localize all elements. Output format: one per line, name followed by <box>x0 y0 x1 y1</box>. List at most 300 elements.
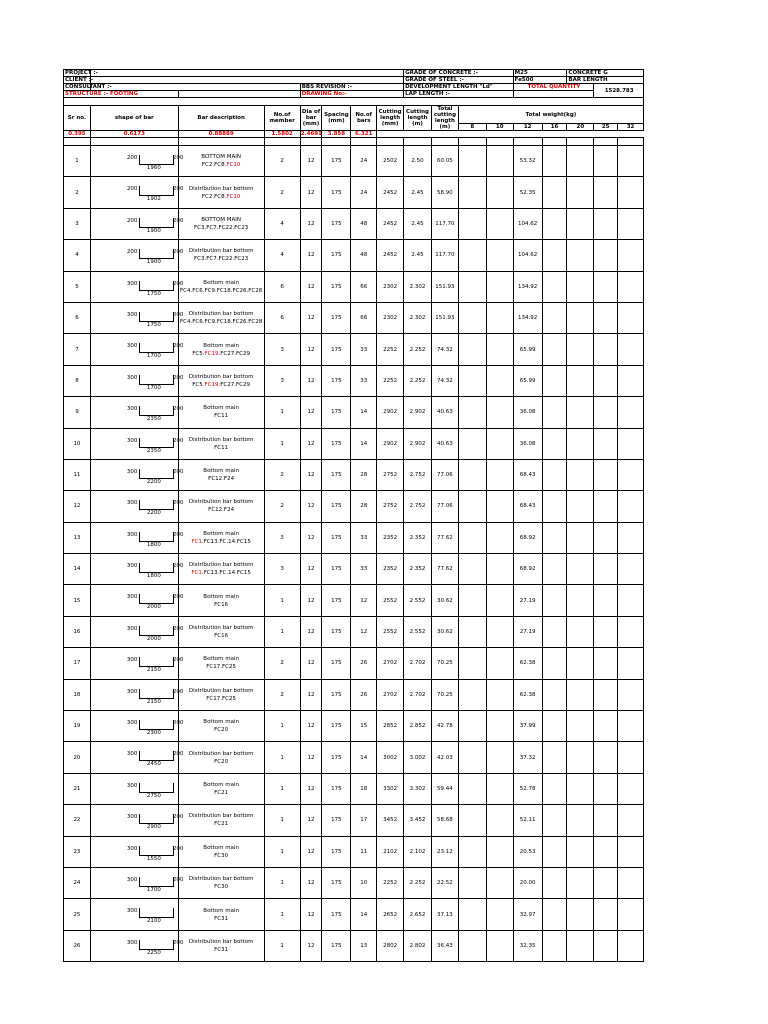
weight-10 <box>486 240 513 271</box>
weight-20 <box>567 271 594 302</box>
shape-left-bar <box>139 406 140 415</box>
bbs-sheet <box>63 69 644 962</box>
weight-32 <box>618 240 644 271</box>
total-cutting-length: 40.63 <box>431 428 458 459</box>
weight-20 <box>567 302 594 333</box>
weight-10 <box>486 805 513 836</box>
bar-description <box>178 742 264 773</box>
total-cutting-length: 58.90 <box>431 177 458 208</box>
weight-12: 68.43 <box>513 459 542 490</box>
shape-left-leg: 300 <box>126 311 138 318</box>
cutting-length-m: 2.352 <box>404 522 432 553</box>
weight-8 <box>458 711 486 742</box>
weight-25 <box>594 648 618 679</box>
shape-left-leg: 200 <box>126 217 138 224</box>
cutting-length-m: 2.302 <box>404 302 432 333</box>
weight-8 <box>458 773 486 804</box>
no-of-bars: 12 <box>351 616 377 647</box>
spacing: 175 <box>322 397 351 428</box>
cutting-length-m: 2.352 <box>404 554 432 585</box>
shape-left-bar <box>139 343 140 352</box>
no-of-bars: 18 <box>351 773 377 804</box>
shape-right-leg: 200 <box>172 814 184 821</box>
no-of-member: 1 <box>264 867 300 898</box>
dia: 12 <box>300 711 322 742</box>
shape-length: 1700 <box>146 353 161 360</box>
shape-length: 2200 <box>146 478 161 485</box>
shape-right-leg: 200 <box>172 720 184 727</box>
shape-left-leg: 300 <box>126 280 138 287</box>
sr-no: 17 <box>64 648 91 679</box>
weight-20 <box>567 867 594 898</box>
spacing: 175 <box>322 648 351 679</box>
footing-ref-highlight: FC19 <box>204 350 219 357</box>
total-cutting-length: 60.05 <box>431 146 458 177</box>
table-row <box>64 365 644 396</box>
weight-16 <box>542 554 567 585</box>
shape-left-bar <box>139 532 140 541</box>
shape-left-bar <box>139 500 140 509</box>
spacing: 175 <box>322 146 351 177</box>
cutting-length-mm: 2652 <box>377 899 404 930</box>
weight-8 <box>458 302 486 333</box>
weight-dia-10: 10 <box>486 124 513 131</box>
shape-left-leg: 200 <box>126 186 138 193</box>
shape-right-leg: 200 <box>172 437 184 444</box>
table-row <box>64 491 644 522</box>
total-cutting-length: 23.12 <box>431 836 458 867</box>
client-value <box>90 77 403 84</box>
sr-no: 14 <box>64 554 91 585</box>
total-cutting-length: 40.63 <box>431 397 458 428</box>
weight-8 <box>458 899 486 930</box>
shape-length: 1900 <box>146 227 161 234</box>
weight-8 <box>458 365 486 396</box>
shape-left-bar <box>139 877 140 886</box>
total-cutting-length: 70.25 <box>431 679 458 710</box>
weight-32 <box>618 805 644 836</box>
cutting-length-m: 2.552 <box>404 585 432 616</box>
footing-ref: .FC27.FC29 <box>218 350 251 357</box>
weight-12: 134.92 <box>513 271 542 302</box>
shape-left-bar <box>139 186 140 195</box>
weight-16 <box>542 208 567 239</box>
sr-no: 5 <box>64 271 91 302</box>
spacing: 175 <box>322 459 351 490</box>
shape-right-leg: 200 <box>172 343 184 350</box>
weight-8 <box>458 648 486 679</box>
no-of-bars: 11 <box>351 836 377 867</box>
bar-shape <box>90 334 184 365</box>
weight-12: 27.19 <box>513 585 542 616</box>
sr-no: 1 <box>64 146 91 177</box>
footing-ref: FC30 <box>214 852 229 859</box>
description-line-1: Bottom main <box>203 468 239 475</box>
dia: 12 <box>300 208 322 239</box>
shape-left-bar <box>139 720 140 729</box>
weight-32 <box>618 585 644 616</box>
total-cutting-length: 151.93 <box>431 302 458 333</box>
weight-10 <box>486 585 513 616</box>
weight-25 <box>594 522 618 553</box>
weight-20 <box>567 208 594 239</box>
shape-length: 2100 <box>146 918 161 925</box>
shape-right-leg: 200 <box>172 657 184 664</box>
no-of-member: 2 <box>264 491 300 522</box>
description-line-1: Bottom main <box>203 782 239 788</box>
development-length-label: DEVELOPMENT LENGTH "Ld" <box>404 84 514 91</box>
shape-left-bar <box>139 218 140 227</box>
spacing: 175 <box>322 491 351 522</box>
shape-length: 2150 <box>146 698 161 705</box>
spacing: 175 <box>322 554 351 585</box>
shape-length: 2000 <box>146 604 161 611</box>
cutting-length-m: 2.752 <box>404 491 432 522</box>
footing-ref: FC16 <box>214 633 229 640</box>
weight-20 <box>567 146 594 177</box>
bar-bending-schedule-table <box>63 69 644 962</box>
dia: 12 <box>300 334 322 365</box>
shape-right-leg: 200 <box>172 406 184 413</box>
weight-8 <box>458 522 486 553</box>
no-of-member: 2 <box>264 648 300 679</box>
shape-left-leg: 300 <box>126 468 138 475</box>
spacing: 175 <box>322 208 351 239</box>
weight-20 <box>567 585 594 616</box>
total-cutting-length: 30.62 <box>431 585 458 616</box>
no-of-bars: 14 <box>351 899 377 930</box>
weight-20 <box>567 616 594 647</box>
dia: 12 <box>300 867 322 898</box>
weight-20 <box>567 805 594 836</box>
dia: 12 <box>300 648 322 679</box>
shape-length: 1900 <box>146 259 161 266</box>
weight-12: 65.99 <box>513 365 542 396</box>
weight-10 <box>486 742 513 773</box>
weight-25 <box>594 146 618 177</box>
shape-left-leg: 300 <box>126 814 138 821</box>
weight-8 <box>458 742 486 773</box>
bar-description <box>178 773 264 804</box>
weight-16 <box>542 867 567 898</box>
table-row <box>64 208 644 239</box>
shape-left-leg: 300 <box>126 531 138 538</box>
shape-left-bar <box>139 657 140 666</box>
bar-description <box>178 428 264 459</box>
bar-shape <box>90 773 178 804</box>
shape-length: 2250 <box>146 949 161 956</box>
table-row <box>64 711 644 742</box>
spacing: 175 <box>322 711 351 742</box>
shape-left-leg: 300 <box>126 939 138 946</box>
weight-20 <box>567 679 594 710</box>
table-row <box>64 930 644 961</box>
no-of-member: 1 <box>264 585 300 616</box>
bar-description <box>178 302 264 333</box>
shape-left-leg: 300 <box>126 437 138 444</box>
footing-ref: .FC13.FC.14.FC15 <box>201 538 251 545</box>
dia: 12 <box>300 836 322 867</box>
weight-16 <box>542 240 567 271</box>
shape-left-leg: 300 <box>126 500 138 507</box>
description-line-1: Bottom main <box>203 279 239 286</box>
cutting-length-mm: 2352 <box>377 554 404 585</box>
bar-shape <box>90 271 184 302</box>
weight-20 <box>567 522 594 553</box>
weight-12: 52.11 <box>513 805 542 836</box>
shape-left-leg: 300 <box>126 374 138 381</box>
total-cutting-length: 117.70 <box>431 208 458 239</box>
bar-description <box>178 805 264 836</box>
shape-length: 1800 <box>146 541 161 548</box>
cutting-length-mm: 2252 <box>377 867 404 898</box>
spacing: 175 <box>322 522 351 553</box>
shape-length: 2000 <box>146 635 161 642</box>
weight-8 <box>458 146 486 177</box>
description-line-1: Distribution bar bottom <box>188 311 254 318</box>
sr-no: 19 <box>64 711 91 742</box>
spacing: 175 <box>322 679 351 710</box>
cutting-length-mm: 2252 <box>377 365 404 396</box>
grade-steel-label: GRADE OF STEEL :- <box>404 77 514 84</box>
cutting-length-mm: 3452 <box>377 805 404 836</box>
weight-25 <box>594 899 618 930</box>
weight-8 <box>458 554 486 585</box>
no-of-bars: 13 <box>351 930 377 961</box>
total-cutting-length: 22.52 <box>431 867 458 898</box>
weight-10 <box>486 365 513 396</box>
description-line-1: Distribution bar bottom <box>188 185 254 192</box>
shape-left-leg: 300 <box>126 845 138 852</box>
bar-shape <box>90 554 184 585</box>
col-dia: Dia of bar (mm) <box>300 106 322 131</box>
cutting-length-m: 3.302 <box>404 773 432 804</box>
bar-description <box>178 240 264 271</box>
weight-8 <box>458 271 486 302</box>
description-line-1: Bottom main <box>203 719 239 726</box>
cutting-length-m: 2.45 <box>404 208 432 239</box>
weight-10 <box>486 208 513 239</box>
spacing: 175 <box>322 271 351 302</box>
footing-ref: FC12.F24 <box>208 476 235 483</box>
dia: 12 <box>300 491 322 522</box>
weight-factor-16: 1.5802 <box>264 131 300 138</box>
description-line-1: Bottom main <box>203 844 239 851</box>
sr-no: 24 <box>64 867 91 898</box>
cutting-length-m: 2.852 <box>404 711 432 742</box>
bar-description <box>178 397 264 428</box>
footing-ref: FC3.FC7.FC22.FC23 <box>194 224 249 231</box>
weight-25 <box>594 428 618 459</box>
sr-no: 25 <box>64 899 91 930</box>
weight-10 <box>486 491 513 522</box>
table-row <box>64 302 644 333</box>
weight-12: 62.38 <box>513 648 542 679</box>
description-line-1: Distribution bar bottom <box>188 876 254 883</box>
col-cutting-length-m: Cutting length (m) <box>404 106 432 131</box>
weight-32 <box>618 711 644 742</box>
cutting-length-mm: 2752 <box>377 491 404 522</box>
weight-8 <box>458 177 486 208</box>
no-of-bars: 14 <box>351 397 377 428</box>
weight-20 <box>567 428 594 459</box>
description-line-1: BOTTOM MAIN <box>201 216 241 223</box>
total-cutting-length: 42.03 <box>431 742 458 773</box>
weight-factor-20: 2.4691 <box>300 131 322 137</box>
shape-length: 1750 <box>146 290 161 297</box>
bar-shape <box>90 679 184 710</box>
description-line-1: Distribution bar bottom <box>188 750 254 757</box>
weight-25 <box>594 491 618 522</box>
cutting-length-mm: 2452 <box>377 208 404 239</box>
no-of-bars: 24 <box>351 146 377 177</box>
total-cutting-length: 58.68 <box>431 805 458 836</box>
spacing: 175 <box>322 334 351 365</box>
shape-right-leg: 200 <box>172 311 184 318</box>
weight-8 <box>458 397 486 428</box>
weight-32 <box>618 554 644 585</box>
weight-8 <box>458 585 486 616</box>
weight-20 <box>567 491 594 522</box>
shape-length: 1750 <box>146 321 161 328</box>
col-sr-no: Sr no. <box>64 106 91 131</box>
no-of-member: 1 <box>264 742 300 773</box>
weight-32 <box>618 302 644 333</box>
description-line-1: Distribution bar bottom <box>188 687 254 694</box>
shape-length: 1700 <box>146 384 161 391</box>
no-of-member: 6 <box>264 271 300 302</box>
concrete-g-label: CONCRETE G <box>567 70 644 77</box>
weight-32 <box>618 365 644 396</box>
weight-8 <box>458 867 486 898</box>
weight-32 <box>618 334 644 365</box>
shape-right-leg: 200 <box>172 751 184 758</box>
consultant-label: CONSULTANT :- <box>65 84 112 90</box>
footing-ref: FC17.FC25 <box>206 664 237 671</box>
shape-right-leg: 200 <box>172 155 184 161</box>
sr-no: 22 <box>64 805 91 836</box>
shape-left-bar <box>139 751 140 760</box>
spacing: 175 <box>322 899 351 930</box>
weight-12: 37.99 <box>513 711 542 742</box>
spacing: 175 <box>322 302 351 333</box>
cutting-length-m: 2.702 <box>404 648 432 679</box>
weight-12: 104.62 <box>513 240 542 271</box>
weight-32 <box>618 773 644 804</box>
weight-25 <box>594 208 618 239</box>
description-line-1: Distribution bar bottom <box>188 813 254 820</box>
weight-10 <box>486 271 513 302</box>
no-of-member: 2 <box>264 146 300 177</box>
client-label: CLIENT :- <box>65 77 94 83</box>
footing-ref-highlight: FC1 <box>191 538 202 545</box>
dia: 12 <box>300 899 322 930</box>
weight-10 <box>486 146 513 177</box>
weight-12: 62.38 <box>513 679 542 710</box>
bar-description <box>178 208 264 239</box>
sr-no: 3 <box>64 208 91 239</box>
cutting-length-mm: 3302 <box>377 773 404 804</box>
description-line-1: Distribution bar bottom <box>188 248 254 255</box>
sr-no: 10 <box>64 428 91 459</box>
weight-25 <box>594 177 618 208</box>
weight-10 <box>486 773 513 804</box>
weight-8 <box>458 616 486 647</box>
sr-no: 12 <box>64 491 91 522</box>
sr-no: 16 <box>64 616 91 647</box>
weight-10 <box>486 679 513 710</box>
weight-25 <box>594 711 618 742</box>
no-of-bars: 28 <box>351 491 377 522</box>
table-row <box>64 146 644 177</box>
weight-25 <box>594 773 618 804</box>
weight-25 <box>594 805 618 836</box>
footing-ref-highlight: FC10 <box>226 162 241 169</box>
no-of-member: 3 <box>264 365 300 396</box>
total-quantity-label: TOTAL QUANTITY <box>513 84 594 91</box>
description-line-1: BOTTOM MAIN <box>201 154 241 161</box>
description-line-1: Bottom main <box>203 593 239 600</box>
footing-ref: FC4.FC6.FC9.FC18.FC26.FC28 <box>180 287 263 294</box>
sr-no: 20 <box>64 742 91 773</box>
shape-length: 2300 <box>146 730 161 737</box>
weight-25 <box>594 616 618 647</box>
no-of-bars: 12 <box>351 585 377 616</box>
total-cutting-length: 74.32 <box>431 334 458 365</box>
lap-length-label: LAP LENGTH :- <box>404 91 514 98</box>
weight-16 <box>542 365 567 396</box>
table-row <box>64 899 644 930</box>
weight-16 <box>542 491 567 522</box>
weight-12: 65.99 <box>513 334 542 365</box>
bar-description <box>178 271 264 302</box>
spacing: 175 <box>322 240 351 271</box>
dia: 12 <box>300 679 322 710</box>
shape-right-leg: 200 <box>172 500 184 507</box>
weight-10 <box>486 648 513 679</box>
spacing: 175 <box>322 742 351 773</box>
description-line-1: Bottom main <box>203 530 239 537</box>
weight-25 <box>594 365 618 396</box>
description-line-1: Bottom main <box>203 907 239 914</box>
bar-shape <box>90 711 184 742</box>
weight-dia-8: 8 <box>458 124 486 131</box>
no-of-member: 1 <box>264 899 300 930</box>
total-cutting-length: 30.62 <box>431 616 458 647</box>
drawing-no-label: DRAWING No:- <box>300 91 403 98</box>
no-of-bars: 15 <box>351 711 377 742</box>
weight-32 <box>618 742 644 773</box>
weight-8 <box>458 930 486 961</box>
no-of-member: 1 <box>264 616 300 647</box>
shape-left-bar <box>139 594 140 603</box>
table-row <box>64 773 644 804</box>
weight-32 <box>618 491 644 522</box>
weight-32 <box>618 428 644 459</box>
shape-right-bar <box>173 908 174 917</box>
grade-steel-value: Fe500 <box>513 77 567 84</box>
shape-left-leg: 300 <box>126 657 138 664</box>
table-row <box>64 459 644 490</box>
table-row <box>64 742 644 773</box>
weight-25 <box>594 334 618 365</box>
project-value <box>90 70 403 77</box>
weight-12: 32.35 <box>513 930 542 961</box>
shape-left-bar <box>139 312 140 321</box>
shape-left-bar <box>139 438 140 447</box>
weight-25 <box>594 302 618 333</box>
cutting-length-m: 3.452 <box>404 805 432 836</box>
